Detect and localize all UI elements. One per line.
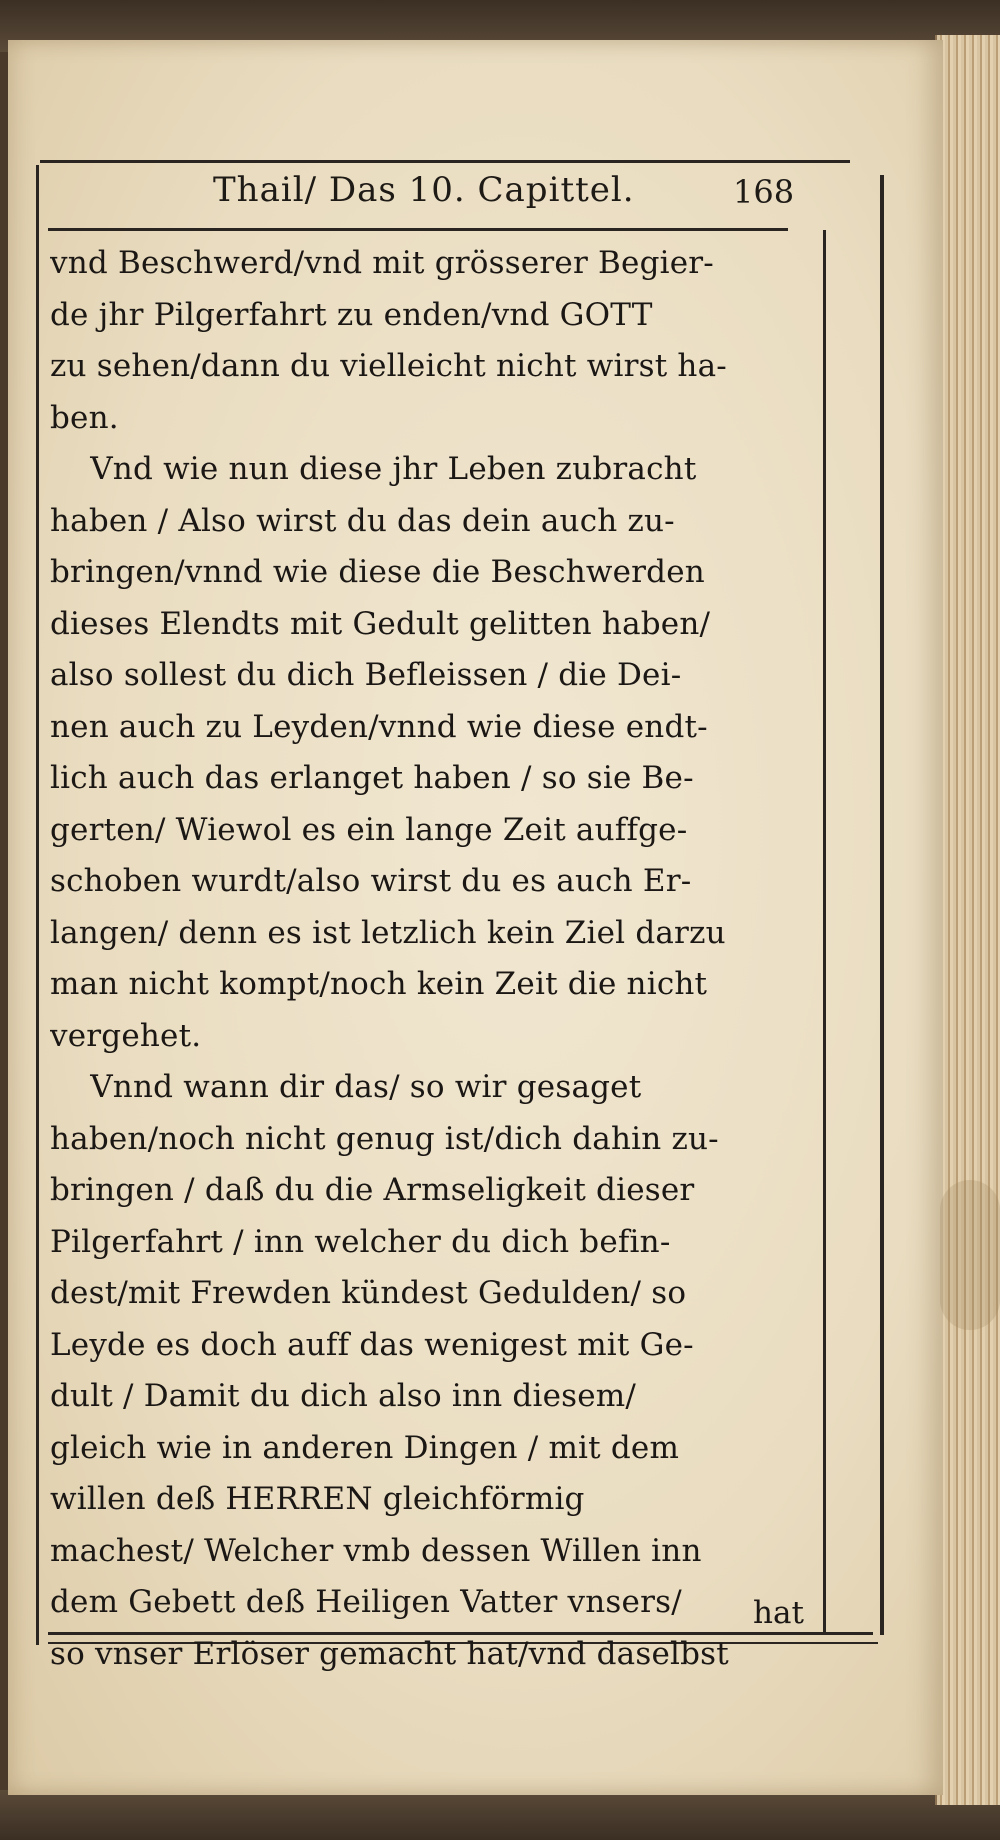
page-stain — [940, 1180, 1000, 1330]
text-line: schoben wurdt/also wirst du es auch Er- — [50, 863, 692, 899]
text-line: so vnser Erlöser gemacht hat/vnd daselbst — [50, 1635, 729, 1672]
text-line: haben / Also wirst du das dein auch zu- — [50, 502, 675, 539]
text-line: ben. — [50, 399, 119, 436]
text-line: bringen / daß du die Armseligkeit dieser — [50, 1172, 695, 1208]
running-head: Thail/ Das 10. Capittel. — [213, 170, 635, 210]
text-line: dieses Elendts mit Gedult gelitten haben/ — [50, 605, 711, 642]
text-line: langen/ denn es ist letzlich kein Ziel darzu — [50, 914, 726, 951]
page-edges — [935, 35, 1000, 1805]
text-line: willen deß HERREN gleichförmig — [50, 1481, 585, 1517]
header-rule — [48, 228, 788, 231]
text-line: vergehet. — [50, 1017, 202, 1054]
text-line: Vnnd wann dir das/ so wir gesaget — [50, 1069, 642, 1105]
text-line: Vnd wie nun diese jhr Leben zubracht — [50, 451, 697, 487]
text-line: Pilgerfahrt / inn welcher du dich befin- — [50, 1223, 671, 1260]
column-rule — [823, 230, 826, 1635]
text-line: vnd Beschwerd/vnd mit grösserer Begier- — [50, 245, 714, 281]
text-line: lich auch das erlanget haben / so sie Be- — [50, 760, 694, 796]
text-line: machest/ Welcher vmb dessen Willen inn — [50, 1532, 702, 1569]
frame-right-border — [880, 175, 884, 1635]
text-line: de jhr Pilgerfahrt zu enden/vnd GOTT — [50, 296, 653, 333]
text-line: Leyde es doch auff das wenigest mit Ge- — [50, 1326, 694, 1363]
text-line: bringen/vnnd wie diese die Beschwerden — [50, 554, 705, 590]
body-text — [50, 238, 818, 1680]
page-number: 168 — [733, 173, 795, 211]
text-line: man nicht kompt/noch kein Zeit die nicht — [50, 966, 708, 1002]
text-line: dest/mit Frewden kündest Gedulden/ so — [50, 1275, 687, 1311]
text-line: gerten/ Wiewol es ein lange Zeit auffge- — [50, 811, 688, 848]
frame-left-border — [36, 165, 39, 1645]
text-line: haben/noch nicht genug ist/dich dahin zu- — [50, 1120, 719, 1157]
book-cover-bottom — [0, 1790, 1000, 1840]
text-line: also sollest du dich Befleissen / die Dei- — [50, 657, 682, 693]
frame-top-border — [40, 160, 850, 163]
text-line: dem Gebett deß Heiligen Vatter vnsers/ — [50, 1584, 682, 1620]
book-page — [8, 40, 943, 1795]
text-line: dult / Damit du dich also inn diesem/ — [50, 1378, 637, 1414]
text-line: zu sehen/dann du vielleicht nicht wirst ha- — [50, 348, 727, 384]
text-line: nen auch zu Leyden/vnnd wie diese endt- — [50, 708, 708, 745]
text-line: gleich wie in anderen Dingen / mit dem — [50, 1429, 680, 1466]
catchword: hat — [753, 1595, 804, 1631]
